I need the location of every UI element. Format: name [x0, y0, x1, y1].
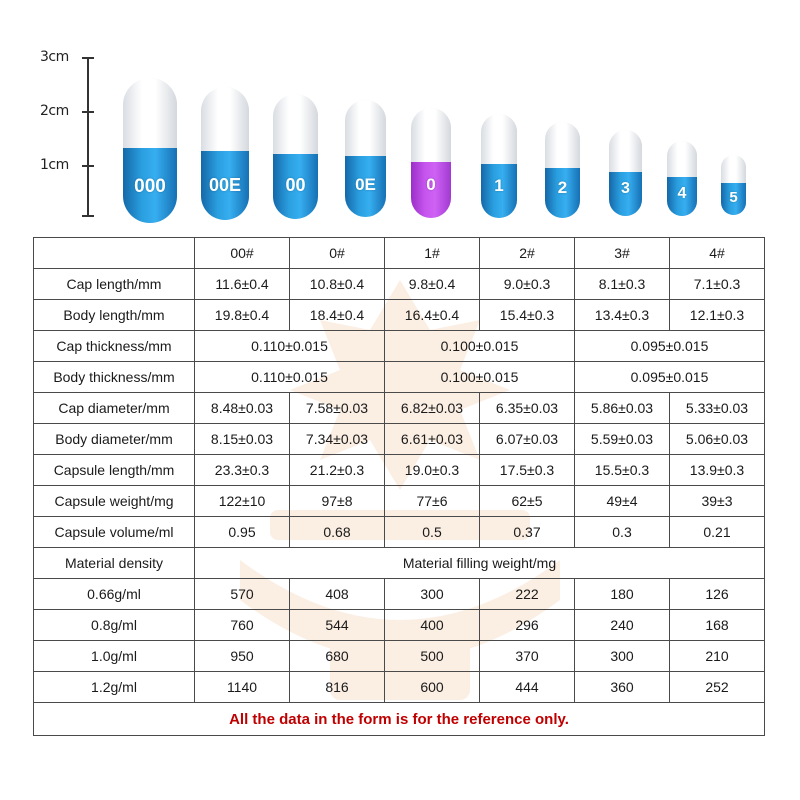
- table-cell: 500: [385, 641, 480, 672]
- table-row-cap-diameter: [34, 393, 765, 424]
- header-cell-empty: [34, 238, 195, 269]
- table-cell: 360: [575, 672, 670, 703]
- row-label: 0.66g/ml: [34, 579, 195, 610]
- table-cell: 400: [385, 610, 480, 641]
- table-cell: 5.33±0.03: [670, 393, 765, 424]
- table-cell: 0.95: [195, 517, 290, 548]
- capsule-spec-table: [33, 237, 765, 736]
- table-cell: 19.8±0.4: [195, 300, 290, 331]
- table-cell: 222: [480, 579, 575, 610]
- table-cell: 15.4±0.3: [480, 300, 575, 331]
- row-label: Capsule volume/ml: [34, 517, 195, 548]
- capsule-00e: [201, 87, 249, 220]
- table-cell: 0.100±0.015: [385, 331, 575, 362]
- table-cell: 23.3±0.3: [195, 455, 290, 486]
- table-row-density: [34, 610, 765, 641]
- table-cell: 252: [670, 672, 765, 703]
- table-cell: 168: [670, 610, 765, 641]
- table-cell: 16.4±0.4: [385, 300, 480, 331]
- table-cell: 680: [290, 641, 385, 672]
- table-cell: 9.0±0.3: [480, 269, 575, 300]
- table-cell: 13.4±0.3: [575, 300, 670, 331]
- table-row-note: [34, 703, 765, 736]
- row-label: Body length/mm: [34, 300, 195, 331]
- table-cell: 0.37: [480, 517, 575, 548]
- header-cell: 1#: [385, 238, 480, 269]
- ruler-label-2cm: 2cm: [40, 103, 69, 119]
- table-cell: 17.5±0.3: [480, 455, 575, 486]
- table-cell: 18.4±0.4: [290, 300, 385, 331]
- table-cell: 8.48±0.03: [195, 393, 290, 424]
- capsule-00: [273, 94, 318, 219]
- table-cell: 0.3: [575, 517, 670, 548]
- capsule-label: 00E: [208, 175, 242, 195]
- table-row-density: [34, 672, 765, 703]
- table-cell: 6.82±0.03: [385, 393, 480, 424]
- capsule-3: [609, 130, 642, 216]
- capsule-label: 0: [426, 175, 436, 194]
- capsule-label: 1: [494, 176, 504, 195]
- ruler-label-1cm: 1cm: [40, 157, 69, 173]
- row-label: Capsule weight/mg: [34, 486, 195, 517]
- table-cell: 8.15±0.03: [195, 424, 290, 455]
- table-cell: 240: [575, 610, 670, 641]
- table-cell: 0.68: [290, 517, 385, 548]
- table-cell: 950: [195, 641, 290, 672]
- table-row-density-header: [34, 548, 765, 579]
- table-cell: 11.6±0.4: [195, 269, 290, 300]
- table-cell: 13.9±0.3: [670, 455, 765, 486]
- capsule-000: [123, 78, 177, 223]
- table-cell: 0.110±0.015: [195, 362, 385, 393]
- row-label: Body thickness/mm: [34, 362, 195, 393]
- table-cell: 39±3: [670, 486, 765, 517]
- row-label: 0.8g/ml: [34, 610, 195, 641]
- table-cell: 300: [385, 579, 480, 610]
- capsule-4: [667, 141, 697, 216]
- capsule-label: 5: [729, 189, 738, 206]
- reference-note: All the data in the form is for the reference only.: [34, 703, 765, 736]
- row-label: Material density: [34, 548, 195, 579]
- row-label: 1.2g/ml: [34, 672, 195, 703]
- table-cell: 19.0±0.3: [385, 455, 480, 486]
- table-cell: 0.100±0.015: [385, 362, 575, 393]
- capsule-5: [721, 155, 746, 215]
- table-cell: 180: [575, 579, 670, 610]
- table-row-body-thickness: [34, 362, 765, 393]
- row-label: Cap diameter/mm: [34, 393, 195, 424]
- table-cell: 15.5±0.3: [575, 455, 670, 486]
- capsule-label: 2: [557, 178, 568, 197]
- header-cell: 2#: [480, 238, 575, 269]
- row-label: Body diameter/mm: [34, 424, 195, 455]
- header-cell: 00#: [195, 238, 290, 269]
- table-cell: 1140: [195, 672, 290, 703]
- capsule-size-strip: [0, 0, 800, 230]
- table-cell: 0.110±0.015: [195, 331, 385, 362]
- table-cell: 8.1±0.3: [575, 269, 670, 300]
- capsule-label: 000: [134, 176, 166, 197]
- row-label: Cap length/mm: [34, 269, 195, 300]
- ruler-label-3cm: 3cm: [40, 49, 69, 65]
- table-cell: 5.86±0.03: [575, 393, 670, 424]
- table-cell: 544: [290, 610, 385, 641]
- table-cell: 570: [195, 579, 290, 610]
- capsule-0: [411, 108, 451, 218]
- capsule-label: 4: [677, 185, 687, 202]
- table-row-capsule-length: [34, 455, 765, 486]
- table-cell: 97±8: [290, 486, 385, 517]
- table-row-density: [34, 579, 765, 610]
- table-cell: 122±10: [195, 486, 290, 517]
- header-cell: 3#: [575, 238, 670, 269]
- table-cell: 62±5: [480, 486, 575, 517]
- header-cell: 4#: [670, 238, 765, 269]
- table-cell: 9.8±0.4: [385, 269, 480, 300]
- capsule-label: 00: [285, 175, 306, 195]
- row-label: 1.0g/ml: [34, 641, 195, 672]
- table-cell: 370: [480, 641, 575, 672]
- table-header-row: [34, 238, 765, 269]
- table-cell: 600: [385, 672, 480, 703]
- table-cell: 0.095±0.015: [575, 331, 765, 362]
- row-label: Capsule length/mm: [34, 455, 195, 486]
- table-cell: 760: [195, 610, 290, 641]
- table-cell: 6.07±0.03: [480, 424, 575, 455]
- capsule-2: [545, 122, 580, 218]
- table-cell: 0.5: [385, 517, 480, 548]
- table-cell: 6.35±0.03: [480, 393, 575, 424]
- capsule-label: 3: [621, 180, 630, 197]
- table-cell: 21.2±0.3: [290, 455, 385, 486]
- table-cell: 816: [290, 672, 385, 703]
- table-row-capsule-weight: [34, 486, 765, 517]
- table-cell: 5.59±0.03: [575, 424, 670, 455]
- row-label: Cap thickness/mm: [34, 331, 195, 362]
- table-cell: 10.8±0.4: [290, 269, 385, 300]
- table-cell: 0.095±0.015: [575, 362, 765, 393]
- table-row-body-length: [34, 300, 765, 331]
- table-cell: 444: [480, 672, 575, 703]
- table-cell: 126: [670, 579, 765, 610]
- header-cell: 0#: [290, 238, 385, 269]
- table-row-capsule-volume: [34, 517, 765, 548]
- table-cell: 5.06±0.03: [670, 424, 765, 455]
- table-cell: 12.1±0.3: [670, 300, 765, 331]
- capsule-0e: [345, 100, 386, 217]
- table-cell-span: Material filling weight/mg: [195, 548, 765, 579]
- table-cell: 0.21: [670, 517, 765, 548]
- table-cell: 296: [480, 610, 575, 641]
- table-cell: 49±4: [575, 486, 670, 517]
- capsule-1: [481, 114, 517, 218]
- table-row-cap-length: [34, 269, 765, 300]
- table-row-body-diameter: [34, 424, 765, 455]
- table-cell: 6.61±0.03: [385, 424, 480, 455]
- table-row-density: [34, 641, 765, 672]
- table-cell: 7.34±0.03: [290, 424, 385, 455]
- table-row-cap-thickness: [34, 331, 765, 362]
- table-cell: 7.1±0.3: [670, 269, 765, 300]
- table-cell: 300: [575, 641, 670, 672]
- table-cell: 408: [290, 579, 385, 610]
- capsule-label: 0E: [355, 175, 376, 194]
- table-cell: 77±6: [385, 486, 480, 517]
- table-cell: 7.58±0.03: [290, 393, 385, 424]
- table-cell: 210: [670, 641, 765, 672]
